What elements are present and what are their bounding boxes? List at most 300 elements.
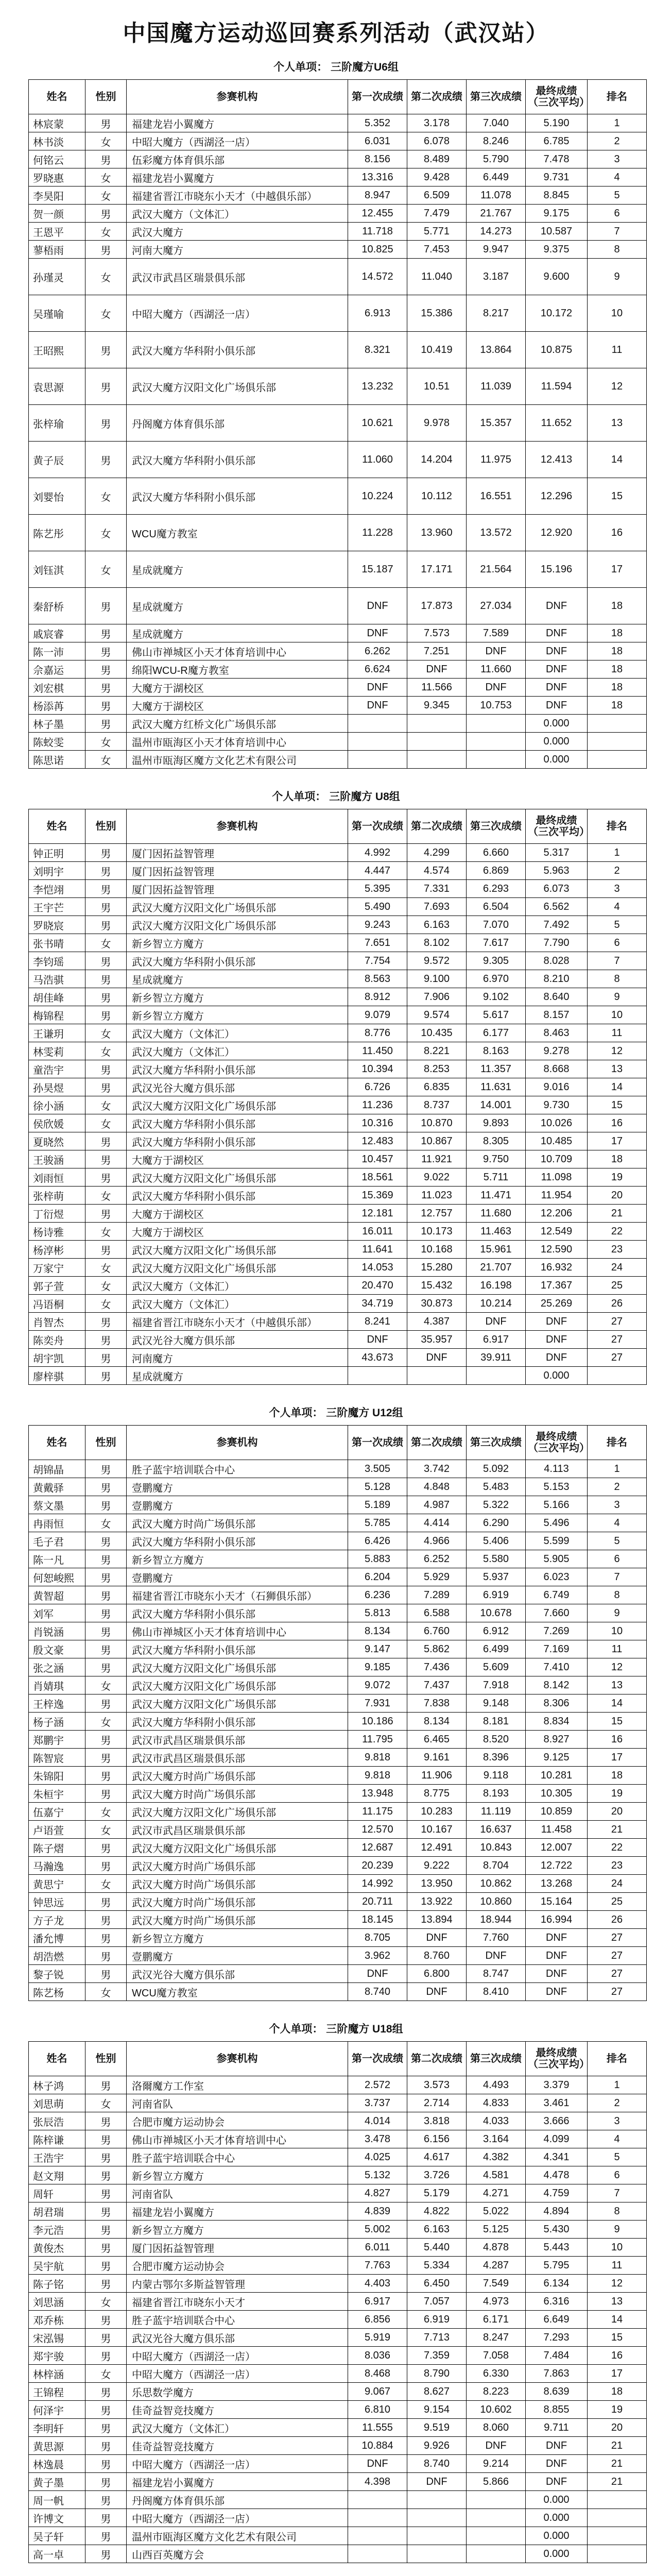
final-average: 8.028 — [526, 952, 588, 970]
final-average: DNF — [526, 697, 588, 715]
attempt-1: 12.483 — [348, 1132, 407, 1150]
rank: 3 — [588, 880, 647, 898]
organization: 中昭大魔方（西湖泾一店） — [127, 2509, 348, 2527]
rank: 1 — [588, 114, 647, 132]
organization: 武汉光谷大魔方俱乐部 — [127, 1078, 348, 1096]
player-name: 毛子君 — [29, 1532, 85, 1550]
attempt-2: 4.966 — [407, 1532, 467, 1550]
table-row — [29, 2130, 647, 2148]
organization: 绵阳WCU-R魔方教室 — [127, 660, 348, 679]
final-average: 11.594 — [526, 368, 588, 405]
final-average: 4.894 — [526, 2202, 588, 2221]
organization: 壹鹏魔方 — [127, 1496, 348, 1514]
organization: 武汉大魔方汉阳文化广场俱乐部 — [127, 1694, 348, 1713]
attempt-3: DNF — [467, 1313, 526, 1331]
rank: 20 — [588, 1187, 647, 1205]
attempt-1: 8.705 — [348, 1929, 407, 1947]
table-row — [29, 2094, 647, 2112]
table-row — [29, 2455, 647, 2473]
attempt-2: 6.156 — [407, 2130, 467, 2148]
table-row — [29, 1731, 647, 1749]
attempt-3 — [467, 2545, 526, 2563]
section-1 — [0, 59, 672, 769]
gender: 女 — [85, 2365, 127, 2383]
table-row — [29, 1694, 647, 1713]
rank: 18 — [588, 1767, 647, 1785]
attempt-3: 10.602 — [467, 2401, 526, 2419]
organization: 武汉大魔方汉阳文化广场俱乐部 — [127, 1839, 348, 1857]
attempt-1: 6.204 — [348, 1568, 407, 1586]
table-row — [29, 2257, 647, 2275]
player-name: 孙瑾灵 — [29, 259, 85, 295]
rank: 22 — [588, 1223, 647, 1241]
attempt-1: 4.839 — [348, 2202, 407, 2221]
attempt-3: 27.034 — [467, 588, 526, 624]
player-name: 黎子锐 — [29, 1965, 85, 1983]
player-name: 杨淳彬 — [29, 1241, 85, 1259]
attempt-1: 10.825 — [348, 241, 407, 259]
attempt-3: DNF — [467, 642, 526, 660]
gender: 男 — [85, 2347, 127, 2365]
attempt-3: 5.711 — [467, 1168, 526, 1187]
organization: 伍彩魔方体育俱乐部 — [127, 150, 348, 168]
gender: 男 — [85, 2437, 127, 2455]
player-name: 肖锐涵 — [29, 1622, 85, 1640]
gender: 男 — [85, 624, 127, 642]
final-average: 8.463 — [526, 1024, 588, 1042]
player-name: 刘钰淇 — [29, 551, 85, 588]
table-row — [29, 1586, 647, 1604]
player-name: 杨添苒 — [29, 697, 85, 715]
rank: 18 — [588, 2383, 647, 2401]
organization: 内蒙古鄂尔多斯益智管理 — [127, 2275, 348, 2293]
attempt-2: 9.161 — [407, 1749, 467, 1767]
attempt-3: 8.305 — [467, 1132, 526, 1150]
attempt-1: DNF — [348, 1965, 407, 1983]
player-name: 钟正明 — [29, 844, 85, 862]
attempt-2: 7.437 — [407, 1676, 467, 1694]
gender: 女 — [85, 1676, 127, 1694]
column-header: 第一次成绩 — [348, 80, 407, 114]
final-average: 0.000 — [526, 733, 588, 751]
section-title: 个人单项： 三阶魔方 U8组 — [272, 791, 400, 803]
attempt-1: 15.369 — [348, 1187, 407, 1205]
table-row — [29, 733, 647, 751]
attempt-1: 8.740 — [348, 1983, 407, 2001]
rank: 4 — [588, 2130, 647, 2148]
player-name: 陈蛟雯 — [29, 733, 85, 751]
attempt-2: 8.737 — [407, 1096, 467, 1114]
table-row — [29, 2545, 647, 2563]
attempt-1: 14.572 — [348, 259, 407, 295]
gender: 女 — [85, 223, 127, 241]
attempt-1: 11.641 — [348, 1241, 407, 1259]
rank: 7 — [588, 223, 647, 241]
player-name: 张梓萌 — [29, 1187, 85, 1205]
attempt-1: 20.470 — [348, 1277, 407, 1295]
attempt-2: 4.414 — [407, 1514, 467, 1532]
rank: 5 — [588, 2148, 647, 2166]
organization: 武汉大魔方（文体汇） — [127, 1042, 348, 1060]
table-row — [29, 1676, 647, 1694]
section-title: 个人单项： 三阶魔方 U12组 — [269, 1407, 403, 1419]
gender: 男 — [85, 2401, 127, 2419]
table-row — [29, 2365, 647, 2383]
attempt-1: 6.031 — [348, 132, 407, 150]
player-name: 周轩 — [29, 2184, 85, 2202]
gender: 女 — [85, 2293, 127, 2311]
attempt-2: 10.435 — [407, 1024, 467, 1042]
final-average: 5.963 — [526, 862, 588, 880]
organization: 佳奇益智竞技魔方 — [127, 2437, 348, 2455]
column-header: 第二次成绩 — [407, 1426, 467, 1460]
attempt-1: 9.818 — [348, 1767, 407, 1785]
attempt-2: 4.387 — [407, 1313, 467, 1331]
rank: 5 — [588, 1532, 647, 1550]
attempt-3: 4.581 — [467, 2166, 526, 2184]
gender: 男 — [85, 2329, 127, 2347]
column-header: 姓名 — [29, 1426, 85, 1460]
table-row — [29, 205, 647, 223]
player-name: 钟思远 — [29, 1893, 85, 1911]
player-name: 殷文豪 — [29, 1640, 85, 1658]
gender: 男 — [85, 1785, 127, 1803]
organization: 河南魔方 — [127, 1349, 348, 1367]
table-row — [29, 1532, 647, 1550]
organization: 武汉大魔方汉阳文化广场俱乐部 — [127, 1676, 348, 1694]
organization: 武汉大魔方华科附小俱乐部 — [127, 1187, 348, 1205]
attempt-3: 9.148 — [467, 1694, 526, 1713]
organization: 福建龙岩小翼魔方 — [127, 114, 348, 132]
attempt-3: 6.970 — [467, 970, 526, 988]
attempt-2: 9.222 — [407, 1857, 467, 1875]
final-average: 5.430 — [526, 2221, 588, 2239]
final-average: 16.994 — [526, 1911, 588, 1929]
rank: 5 — [588, 916, 647, 934]
attempt-2: 9.100 — [407, 970, 467, 988]
attempt-3: 21.707 — [467, 1259, 526, 1277]
gender: 男 — [85, 2509, 127, 2527]
attempt-2 — [407, 2491, 467, 2509]
gender: 女 — [85, 934, 127, 952]
rank: 20 — [588, 2419, 647, 2437]
attempt-3 — [467, 2491, 526, 2509]
rank — [588, 715, 647, 733]
attempt-1: 8.563 — [348, 970, 407, 988]
attempt-2: 6.252 — [407, 1550, 467, 1568]
organization: 武汉大魔方华科附小俱乐部 — [127, 1114, 348, 1132]
attempt-3: 5.937 — [467, 1568, 526, 1586]
player-name: 张之涵 — [29, 1658, 85, 1676]
attempt-2: 9.154 — [407, 2401, 467, 2419]
table-row — [29, 2473, 647, 2491]
final-average: DNF — [526, 1947, 588, 1965]
column-header: 参赛机构 — [127, 80, 348, 114]
attempt-3: 9.102 — [467, 988, 526, 1006]
organization: 佛山市禅城区小天才体育培训中心 — [127, 642, 348, 660]
attempt-2: 9.428 — [407, 168, 467, 187]
organization: 新乡智立方魔方 — [127, 1929, 348, 1947]
gender: 女 — [85, 259, 127, 295]
player-name: 李元浩 — [29, 2221, 85, 2239]
organization: 中昭大魔方（西湖泾一店） — [127, 2365, 348, 2383]
gender: 男 — [85, 880, 127, 898]
player-name: 林逸晨 — [29, 2455, 85, 2473]
rank — [588, 733, 647, 751]
final-average: 6.073 — [526, 880, 588, 898]
table-row — [29, 880, 647, 898]
column-header: 第二次成绩 — [407, 80, 467, 114]
player-name: 陈奕舟 — [29, 1331, 85, 1349]
gender: 男 — [85, 679, 127, 697]
organization: 武汉大魔方时尚广场俱乐部 — [127, 1785, 348, 1803]
attempt-1: 14.992 — [348, 1875, 407, 1893]
organization: 合肥市魔方运动协会 — [127, 2257, 348, 2275]
organization: 中昭大魔方（西湖泾一店） — [127, 2347, 348, 2365]
organization: 武汉大魔方汉阳文化广场俱乐部 — [127, 368, 348, 405]
player-name: 邓乔栋 — [29, 2311, 85, 2329]
attempt-1: 10.457 — [348, 1150, 407, 1168]
player-name: 肖婧琪 — [29, 1676, 85, 1694]
organization: 武汉大魔方华科附小俱乐部 — [127, 1604, 348, 1622]
attempt-1: 3.737 — [348, 2094, 407, 2112]
organization: 武汉大魔方华科附小俱乐部 — [127, 332, 348, 368]
attempt-2: 10.173 — [407, 1223, 467, 1241]
final-average: 7.269 — [526, 1622, 588, 1640]
rank: 27 — [588, 1349, 647, 1367]
rank: 15 — [588, 478, 647, 515]
attempt-2: 8.775 — [407, 1785, 467, 1803]
attempt-1: 34.719 — [348, 1295, 407, 1313]
final-average: 12.722 — [526, 1857, 588, 1875]
table-row — [29, 1078, 647, 1096]
rank: 12 — [588, 368, 647, 405]
attempt-2: 9.978 — [407, 405, 467, 442]
attempt-1: 11.060 — [348, 442, 407, 478]
gender: 男 — [85, 368, 127, 405]
gender: 男 — [85, 862, 127, 880]
attempt-1: 7.651 — [348, 934, 407, 952]
attempt-3: 8.060 — [467, 2419, 526, 2437]
gender: 男 — [85, 1349, 127, 1367]
organization: 武汉光谷大魔方俱乐部 — [127, 2329, 348, 2347]
rank: 1 — [588, 1460, 647, 1478]
attempt-1: 18.145 — [348, 1911, 407, 1929]
attempt-2: 10.870 — [407, 1114, 467, 1132]
attempt-3: 5.580 — [467, 1550, 526, 1568]
attempt-3: 6.869 — [467, 862, 526, 880]
rank: 21 — [588, 2473, 647, 2491]
attempt-2: DNF — [407, 1983, 467, 2001]
attempt-1: 8.912 — [348, 988, 407, 1006]
attempt-2: 4.574 — [407, 862, 467, 880]
table-row — [29, 2166, 647, 2184]
column-header: 排名 — [588, 2042, 647, 2076]
rank: 19 — [588, 2401, 647, 2419]
player-name: 侯欣媛 — [29, 1114, 85, 1132]
rank: 7 — [588, 2184, 647, 2202]
player-name: 王梓逸 — [29, 1694, 85, 1713]
attempt-3: 6.171 — [467, 2311, 526, 2329]
column-header: 姓名 — [29, 809, 85, 844]
attempt-1: 5.883 — [348, 1550, 407, 1568]
table-row — [29, 1767, 647, 1785]
rank: 21 — [588, 2437, 647, 2455]
attempt-3: 4.493 — [467, 2076, 526, 2094]
column-header: 最终成绩（三次平均） — [526, 80, 588, 114]
player-name: 陈艺杨 — [29, 1983, 85, 2001]
attempt-2: 7.713 — [407, 2329, 467, 2347]
attempt-2: DNF — [407, 1929, 467, 1947]
table-row — [29, 2275, 647, 2293]
attempt-3 — [467, 733, 526, 751]
attempt-2: 8.760 — [407, 1947, 467, 1965]
gender: 男 — [85, 1604, 127, 1622]
final-average: 0.000 — [526, 2509, 588, 2527]
organization: 壹鹏魔方 — [127, 1568, 348, 1586]
player-name: 胡君瑞 — [29, 2202, 85, 2221]
player-name: 林梓涵 — [29, 2365, 85, 2383]
organization: 新乡智立方魔方 — [127, 1550, 348, 1568]
attempt-2: 13.894 — [407, 1911, 467, 1929]
final-average: 12.920 — [526, 515, 588, 551]
rank: 18 — [588, 660, 647, 679]
gender: 男 — [85, 1460, 127, 1478]
gender: 女 — [85, 2094, 127, 2112]
rank: 5 — [588, 187, 647, 205]
attempt-3: 16.637 — [467, 1821, 526, 1839]
attempt-1: 5.128 — [348, 1478, 407, 1496]
attempt-1: 10.186 — [348, 1713, 407, 1731]
rank: 18 — [588, 679, 647, 697]
organization: 武汉大魔方汉阳文化广场俱乐部 — [127, 1259, 348, 1277]
organization: WCU魔方教室 — [127, 1983, 348, 2001]
final-average: 10.709 — [526, 1150, 588, 1168]
final-average: DNF — [526, 1331, 588, 1349]
gender: 男 — [85, 2166, 127, 2184]
final-average: 9.016 — [526, 1078, 588, 1096]
player-name: 林宸蒙 — [29, 114, 85, 132]
rank: 4 — [588, 898, 647, 916]
gender: 男 — [85, 1694, 127, 1713]
attempt-1 — [348, 751, 407, 769]
rank: 24 — [588, 1875, 647, 1893]
gender: 男 — [85, 1367, 127, 1385]
player-name: 黄思宁 — [29, 1875, 85, 1893]
final-average: 8.639 — [526, 2383, 588, 2401]
attempt-2 — [407, 2545, 467, 2563]
organization: 河南省队 — [127, 2094, 348, 2112]
player-name: 罗晓宸 — [29, 916, 85, 934]
attempt-2: 4.848 — [407, 1478, 467, 1496]
player-name: 马浩骐 — [29, 970, 85, 988]
attempt-1: 13.316 — [348, 168, 407, 187]
organization: 河南大魔方 — [127, 241, 348, 259]
attempt-3: 7.617 — [467, 934, 526, 952]
attempt-1: 10.394 — [348, 1060, 407, 1078]
attempt-2: 7.436 — [407, 1658, 467, 1676]
attempt-2: 3.573 — [407, 2076, 467, 2094]
gender: 男 — [85, 1767, 127, 1785]
organization: WCU魔方教室 — [127, 515, 348, 551]
attempt-1: 11.718 — [348, 223, 407, 241]
organization: 新乡智立方魔方 — [127, 1006, 348, 1024]
table-row — [29, 2311, 647, 2329]
attempt-3: 11.078 — [467, 187, 526, 205]
gender: 女 — [85, 733, 127, 751]
player-name: 王谦玥 — [29, 1024, 85, 1042]
gender: 男 — [85, 1060, 127, 1078]
final-average: 0.000 — [526, 751, 588, 769]
organization: 武汉大魔方汉阳文化广场俱乐部 — [127, 898, 348, 916]
table-row — [29, 1331, 647, 1349]
attempt-2: 5.440 — [407, 2239, 467, 2257]
player-name: 李昊阳 — [29, 187, 85, 205]
column-header: 第二次成绩 — [407, 2042, 467, 2076]
attempt-3: 6.504 — [467, 898, 526, 916]
column-header: 排名 — [588, 809, 647, 844]
table-row — [29, 1550, 647, 1568]
attempt-3: 5.022 — [467, 2202, 526, 2221]
table-row — [29, 2329, 647, 2347]
gender: 女 — [85, 1821, 127, 1839]
table-row — [29, 2437, 647, 2455]
attempt-1 — [348, 733, 407, 751]
player-name: 肖智杰 — [29, 1313, 85, 1331]
attempt-3: 9.305 — [467, 952, 526, 970]
organization: 星成就魔方 — [127, 970, 348, 988]
rank: 13 — [588, 405, 647, 442]
player-name: 刘婴怡 — [29, 478, 85, 515]
attempt-1: 11.175 — [348, 1803, 407, 1821]
rank: 26 — [588, 1911, 647, 1929]
attempt-3 — [467, 1367, 526, 1385]
attempt-2: 7.453 — [407, 241, 467, 259]
attempt-1 — [348, 2509, 407, 2527]
gender: 男 — [85, 150, 127, 168]
rank: 14 — [588, 1694, 647, 1713]
final-average: 5.317 — [526, 844, 588, 862]
attempt-2: 4.822 — [407, 2202, 467, 2221]
table-row — [29, 1622, 647, 1640]
attempt-1: 6.262 — [348, 642, 407, 660]
player-name: 许博文 — [29, 2509, 85, 2527]
table-row — [29, 1965, 647, 1983]
rank: 6 — [588, 205, 647, 223]
organization: 武汉大魔方汉阳文化广场俱乐部 — [127, 916, 348, 934]
attempt-1: 11.795 — [348, 1731, 407, 1749]
attempt-2: 8.134 — [407, 1713, 467, 1731]
attempt-1: 5.785 — [348, 1514, 407, 1532]
rank — [588, 2509, 647, 2527]
attempt-2: 12.757 — [407, 1205, 467, 1223]
final-average: 9.730 — [526, 1096, 588, 1114]
rank: 8 — [588, 1586, 647, 1604]
organization: 武汉大魔方华科附小俱乐部 — [127, 478, 348, 515]
attempt-1: 6.236 — [348, 1586, 407, 1604]
player-name: 刘军 — [29, 1604, 85, 1622]
player-name: 林子墨 — [29, 715, 85, 733]
final-average: DNF — [526, 2473, 588, 2491]
final-average: DNF — [526, 660, 588, 679]
table-row — [29, 2509, 647, 2527]
rank: 14 — [588, 2311, 647, 2329]
gender: 男 — [85, 2275, 127, 2293]
organization: 星成就魔方 — [127, 588, 348, 624]
final-average: DNF — [526, 1313, 588, 1331]
gender: 男 — [85, 1929, 127, 1947]
table-row — [29, 642, 647, 660]
